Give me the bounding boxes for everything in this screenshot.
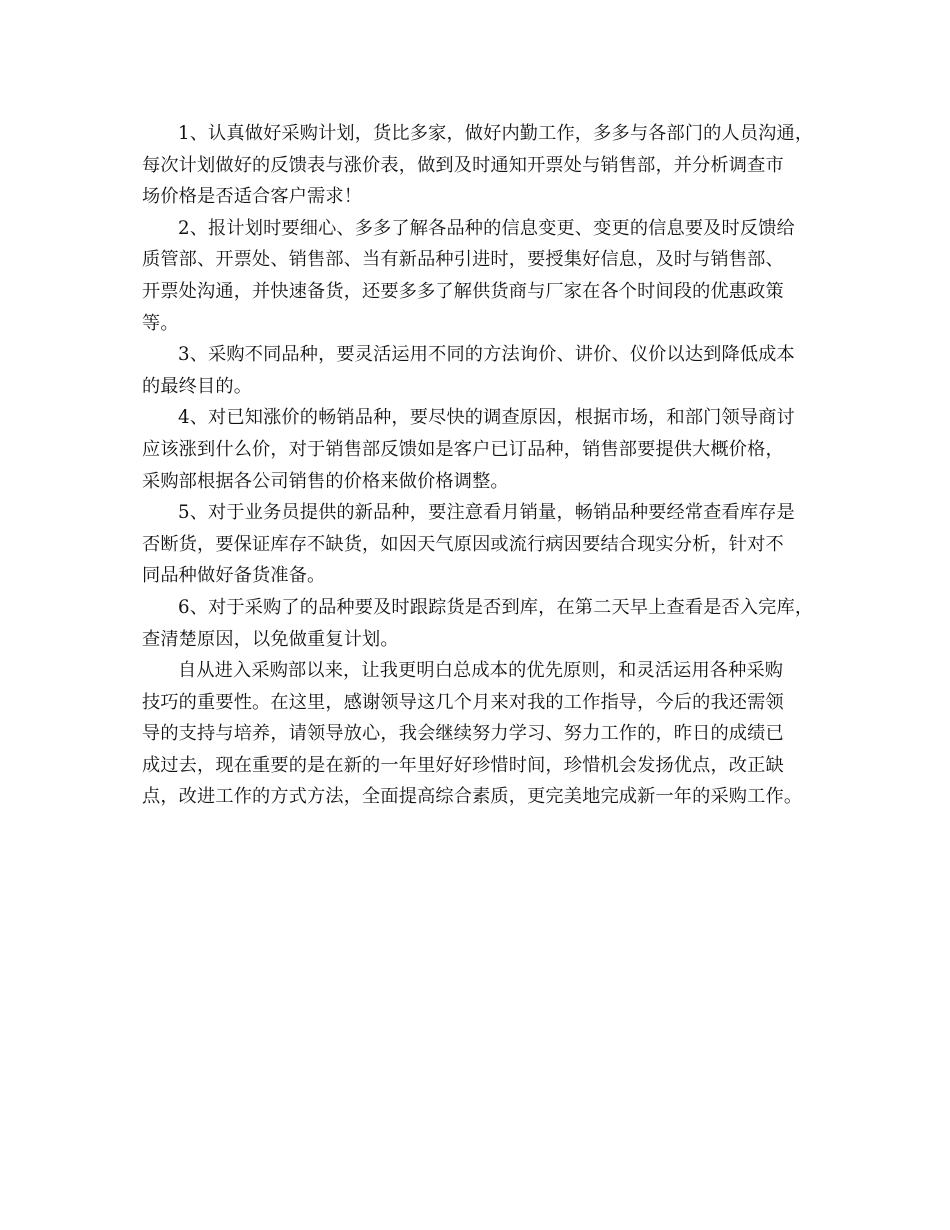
paragraph-line: 采购部根据各公司销售的价格来做价格调整。	[142, 470, 509, 492]
paragraph-line: 技巧的重要性。在这里，感谢领导这几个月来对我的工作指导，今后的我还需领	[142, 691, 784, 713]
paragraph-line: 3、采购不同品种，要灵活运用不同的方法询价、讲价、仪价以达到降低成本	[178, 344, 795, 366]
paragraph-line: 场价格是否适合客户需求！	[142, 186, 363, 208]
paragraph-line: 开票处沟通，并快速备货，还要多多了解供货商与厂家在各个时间段的优惠政策	[142, 280, 784, 302]
paragraph-line: 等。	[142, 312, 179, 334]
paragraph-6	[142, 592, 817, 655]
paragraph-line: 4、对已知涨价的畅销品种，要尽快的调查原因，根据市场，和部门领导商讨	[178, 407, 795, 429]
paragraph-3	[142, 339, 817, 402]
paragraph-line: 导的支持与培养，请领导放心，我会继续努力学习、努力工作的，昨日的成绩已	[142, 723, 784, 745]
paragraph-line: 6、对于采购了的品种要及时跟踪货是否到库，在第二天早上查看是否入完库，	[178, 596, 814, 618]
paragraph-line: 的最终目的。	[142, 375, 253, 397]
paragraph-line: 自从进入采购部以来，让我更明白总成本的优先原则，和灵活运用各种采购	[178, 660, 784, 682]
paragraph-line: 成过去，现在重要的是在新的一年里好好珍惜时间，珍惜机会发扬优点，改正缺	[142, 754, 784, 776]
paragraph-line: 5、对于业务员提供的新品种，要注意看月销量，畅销品种要经常查看库存是	[178, 502, 795, 524]
paragraph-line: 1、认真做好采购计划，货比多家，做好内勤工作，多多与各部门的人员沟通，	[178, 123, 814, 144]
paragraph-line: 每次计划做好的反馈表与涨价表，做到及时通知开票处与销售部，并分析调查市	[142, 154, 784, 176]
paragraph-line: 2、报计划时要细心、多多了解各品种的信息变更、变更的信息要及时反馈给	[178, 217, 795, 239]
paragraph-4	[142, 402, 817, 497]
paragraph-7	[142, 655, 817, 813]
paragraph-1	[142, 118, 817, 213]
paragraph-line: 应该涨到什么价，对于销售部反馈如是客户已订品种，销售部要提供大概价格，	[142, 438, 784, 460]
paragraph-line: 质管部、开票处、销售部、当有新品种引进时，要授集好信息，及时与销售部、	[142, 249, 784, 271]
paragraph-5	[142, 497, 817, 592]
paragraph-line: 点，改进工作的方式方法，全面提高综合素质，更完美地完成新一年的采购工作。	[142, 786, 803, 808]
paragraph-line: 同品种做好备货准备。	[142, 565, 326, 587]
paragraph-line: 否断货，要保证库存不缺货，如因天气原因或流行病因要结合现实分析，针对不	[142, 533, 784, 555]
document-body	[142, 118, 817, 813]
paragraph-2	[142, 213, 817, 339]
paragraph-line: 查清楚原因，以免做重复计划。	[142, 628, 399, 650]
